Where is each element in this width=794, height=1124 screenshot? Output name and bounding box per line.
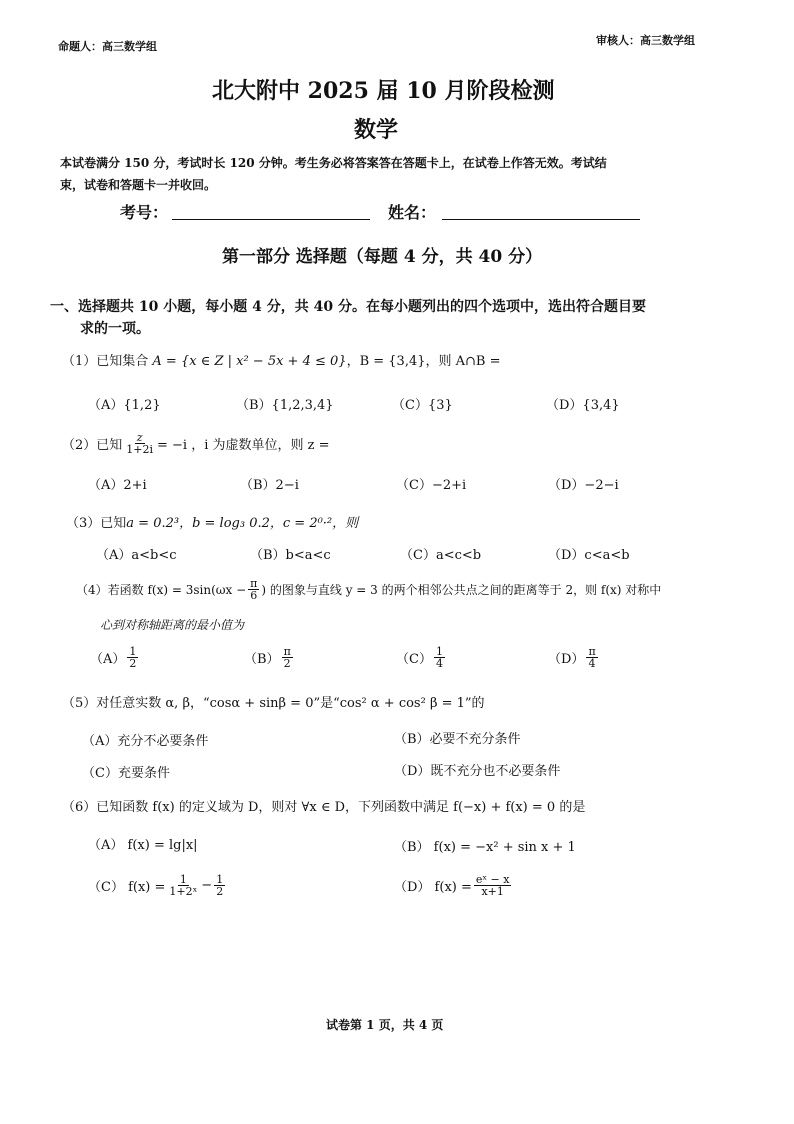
name-label: 姓名： — [388, 203, 437, 222]
instruction-line-1: 本试卷满分 150 分，考试时长 120 分钟。考生务必将答案答在答题卡上，在试卷上作答无效。考试结 — [60, 156, 607, 170]
q5-option-b: （B）必要不充分条件 — [394, 732, 521, 747]
instruction-line-2: 束，试卷和答题卡一并收回。 — [60, 178, 217, 192]
q1-option-a: （A）{1,2} — [88, 398, 161, 413]
exam-title: 北大附中 2025 届 10 月阶段检测 — [212, 78, 555, 104]
q3-option-c: （C）a<c<b — [400, 548, 482, 563]
question-4-stem: （4）若函数 f(x) = 3sin(ωx − $\frac{\pi}{6}$ ) 的图象与直线 y = 3 的两个相邻公共点之间的距离等于 2，则 f(x) 对称中 — [76, 577, 662, 602]
question-6-stem: （6）已知函数 f(x) 的定义域为 D，则对 ∀x ∈ D，下列函数中满足 f(−x) + f(x) = 0 的是 — [62, 800, 586, 815]
q3-option-d: （D）c<a<b — [548, 548, 630, 563]
q4-option-d: （D） $\frac{\pi}{4}$ — [548, 645, 596, 670]
q3-option-a: （A）a<b<c — [96, 548, 177, 563]
exam-number-blank — [172, 218, 370, 220]
question-2-stem: （2）已知 $\frac{z}{1+2i}$ = −i ，i 为虚数单位，则 z = — [62, 431, 330, 456]
q4-option-b: （B） $\frac{\pi}{2}$ — [244, 645, 291, 670]
q4-option-c: （C） $\frac{1}{4}$ — [396, 645, 443, 670]
q1-option-c: （C）{3} — [392, 398, 453, 413]
q2-option-b: （B）2−i — [240, 478, 299, 493]
q5-option-c: （C）充要条件 — [82, 766, 170, 781]
q6-option-a: （A） f(x) = lg|x| — [88, 838, 198, 853]
q4-option-a: （A） $\frac{1}{2}$ — [90, 645, 137, 670]
question-3-stem: （3）已知a = 0.2³，b = log₃ 0.2，c = 2⁰·²，则 — [66, 516, 359, 531]
reviewer-label: 审核人：高三数学组 — [596, 34, 695, 47]
q3-option-b: （B）b<a<c — [250, 548, 331, 563]
page-footer: 试卷第 1 页，共 4 页 — [326, 1018, 444, 1032]
q5-option-d: （D）既不充分也不必要条件 — [394, 764, 561, 779]
question-5-stem: （5）对任意实数 α, β，“cosα + sinβ = 0”是“cos² α + cos² β = 1”的 — [62, 696, 485, 711]
question-1-stem: （1）已知集合 A = {x ∈ Z | x² − 5x + 4 ≤ 0}，B = {3,4}，则 A∩B = — [62, 354, 501, 369]
q6-option-b: （B） f(x) = −x² + sin x + 1 — [394, 840, 576, 855]
q5-option-a: （A）充分不必要条件 — [82, 734, 209, 749]
q6-option-d: （D） f(x) = $\frac{\text{eˣ − x}}{x+1}$ — [394, 873, 510, 898]
q2-option-c: （C）−2+i — [396, 478, 467, 493]
q2-option-d: （D）−2−i — [548, 478, 619, 493]
part-one-heading: 第一部分 选择题（每题 4 分，共 40 分） — [222, 247, 543, 267]
q6-option-c: （C） f(x) = $\frac{1}{\text{1+2ˣ}}$ − $\frac{1}{2}$ — [88, 873, 224, 898]
section-instruction-2: 求的一项。 — [80, 321, 150, 337]
q2-option-a: （A）2+i — [88, 478, 147, 493]
question-4-stem-cont: 心到对称轴距离的最小值为 — [100, 618, 245, 632]
author-label: 命题人：高三数学组 — [58, 40, 157, 53]
subject-title: 数学 — [354, 117, 399, 143]
exam-number-label: 考号： — [120, 203, 169, 222]
q1-option-d: （D）{3,4} — [546, 398, 620, 413]
name-blank — [442, 218, 640, 220]
q1-option-b: （B）{1,2,3,4} — [236, 398, 334, 413]
section-instruction-1: 一、选择题共 10 小题，每小题 4 分，共 40 分。在每小题列出的四个选项中，选出符合题目要 — [50, 299, 646, 315]
